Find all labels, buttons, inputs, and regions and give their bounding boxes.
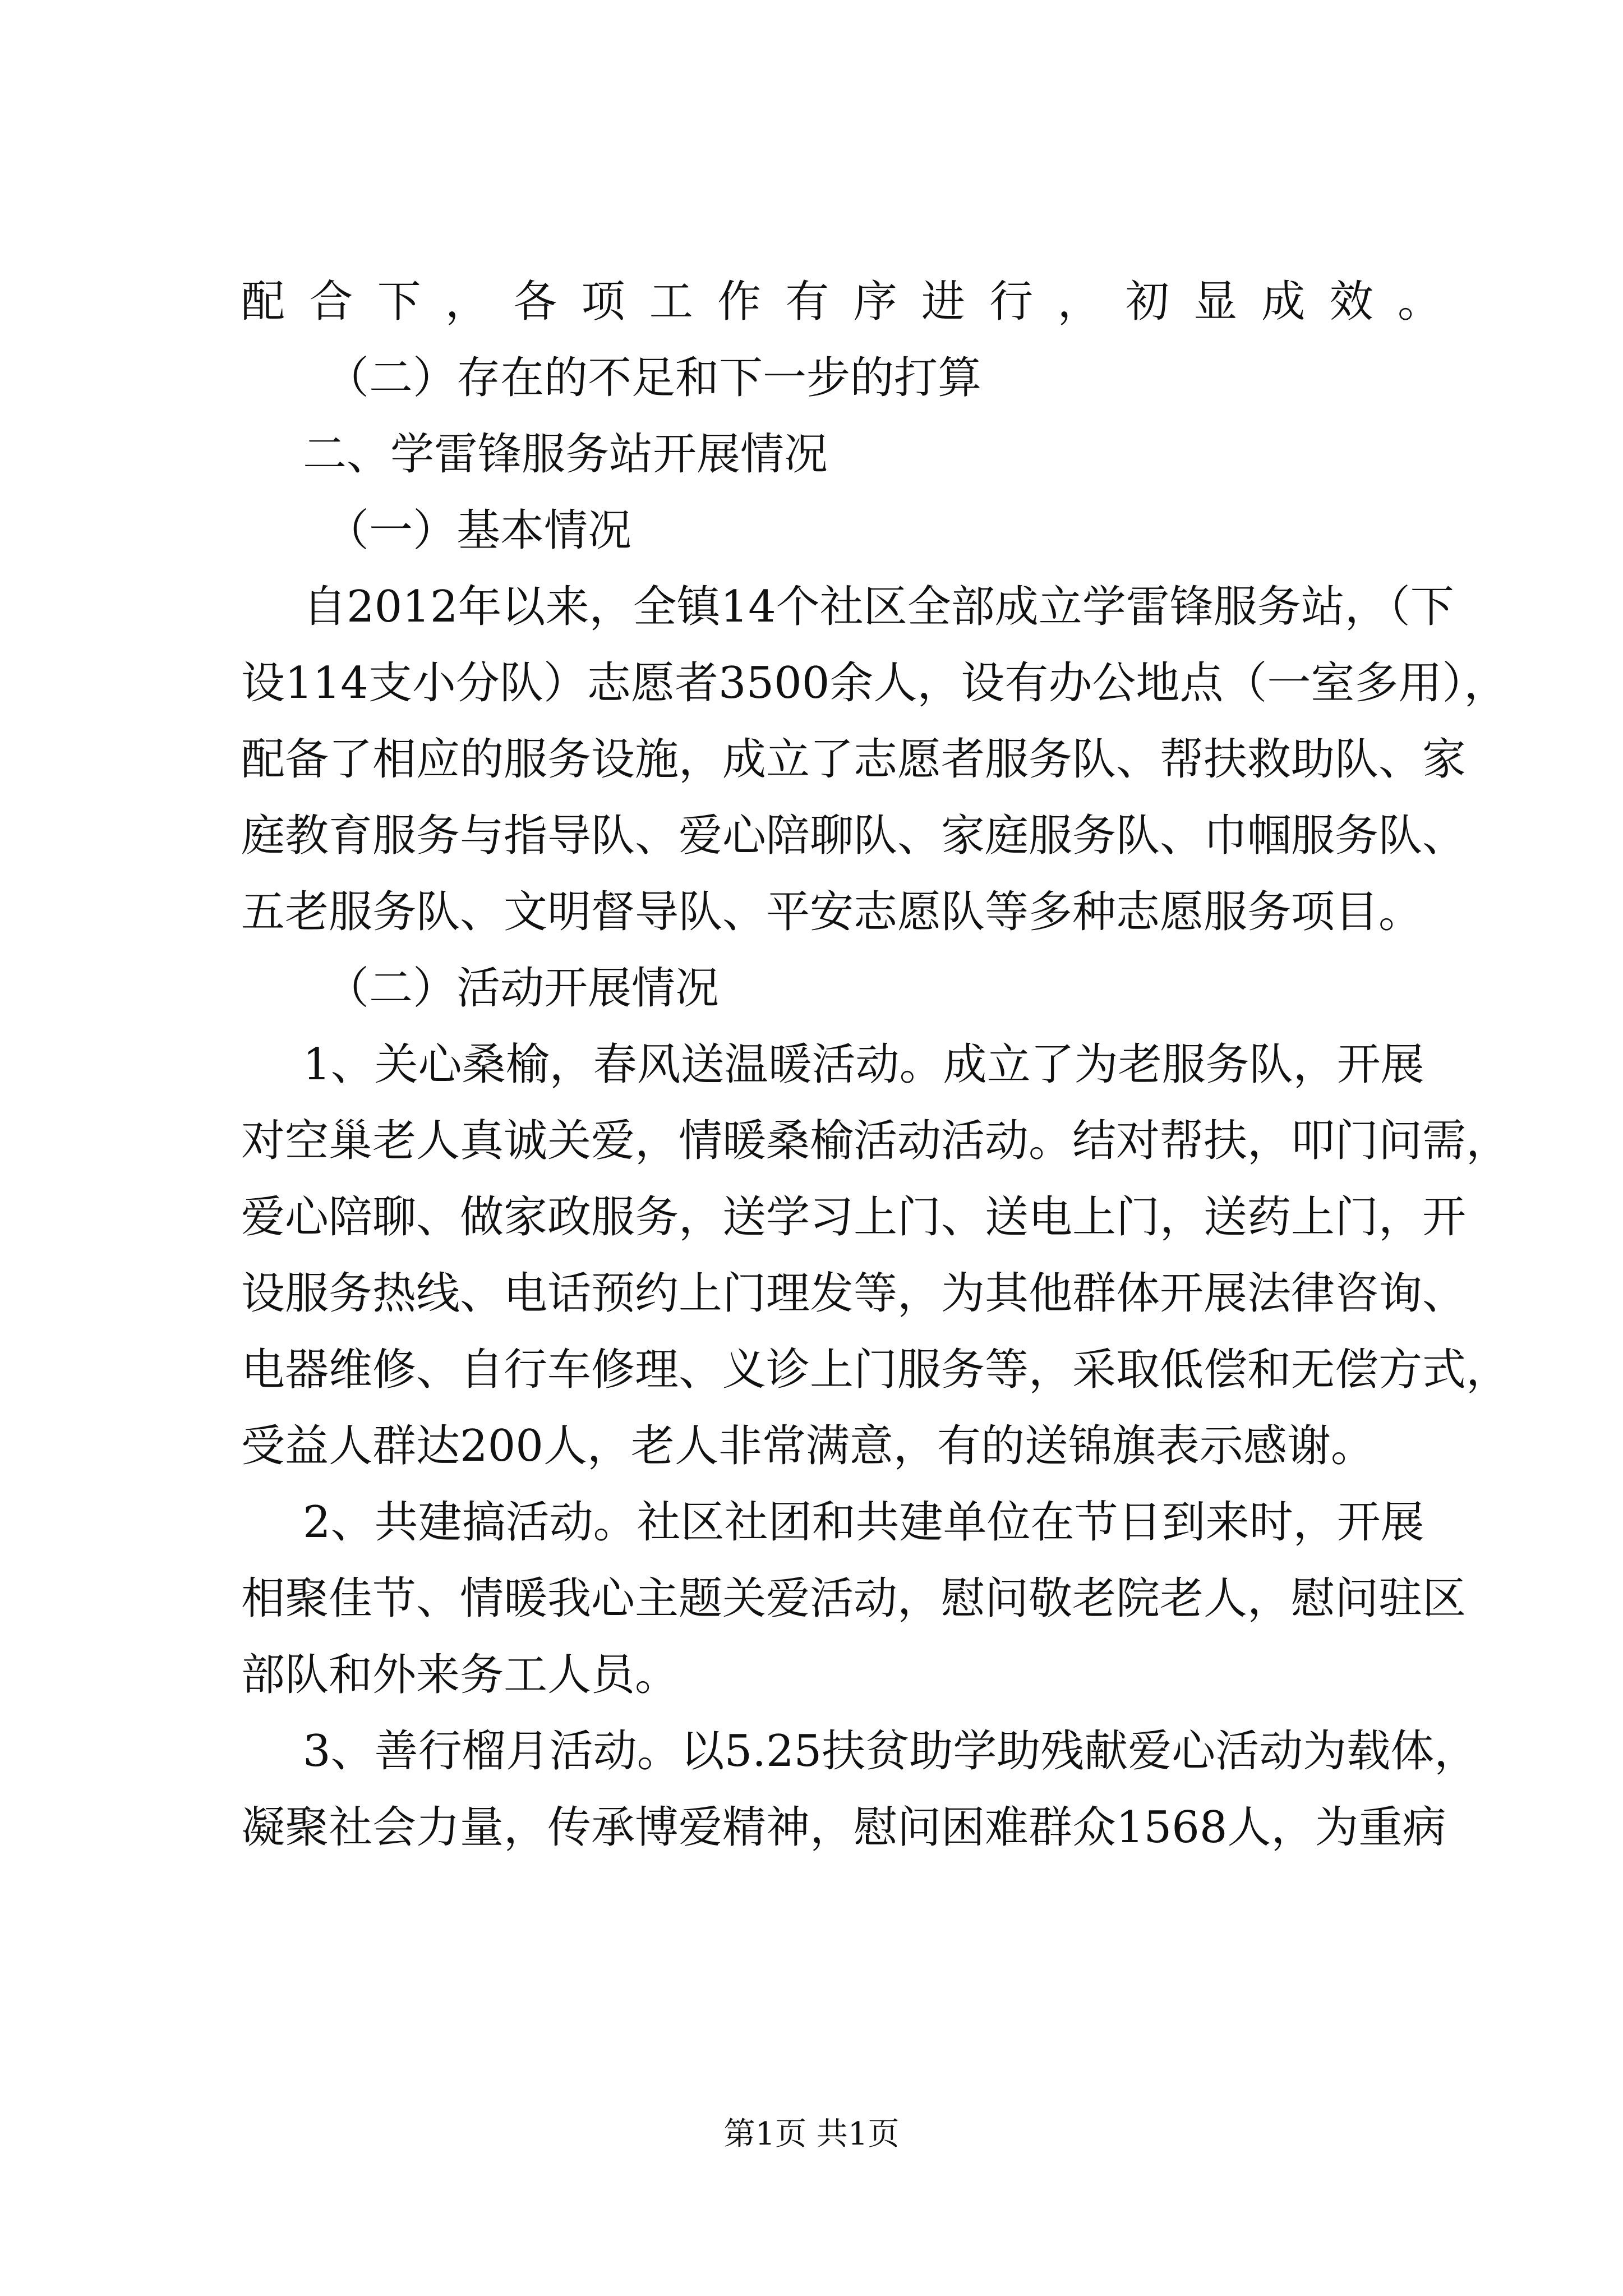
paragraph-line: 庭教育服务与指导队、爱心陪聊队、家庭服务队、巾帼服务队、 <box>241 811 1467 861</box>
paragraph-line: 设服务热线、电话预约上门理发等，为其他群体开展法律咨询、 <box>241 1268 1467 1319</box>
section-heading: （二）活动开展情况 <box>325 963 720 1014</box>
paragraph-line: 自2012年以来，全镇14个社区全部成立学雷锋服务站，（下 <box>303 582 1454 632</box>
paragraph-line: 爱心陪聊、做家政服务，送学习上门、送电上门，送药上门，开 <box>241 1192 1467 1243</box>
paragraph-line: 3、善行榴月活动。以5.25扶贫助学助残献爱心活动为载体， <box>303 1726 1478 1777</box>
paragraph-line: 受益人群达200人，老人非常满意，有的送锦旗表示感谢。 <box>241 1421 1375 1471</box>
paragraph-line: 配备了相应的服务设施，成立了志愿者服务队、帮扶救助队、家 <box>241 734 1467 785</box>
paragraph-line: 配合下，各项工作有序进行，初显成效。 <box>241 277 1441 327</box>
section-heading: （一）基本情况 <box>325 505 632 556</box>
paragraph-line: 五老服务队、文明督导队、平安志愿队等多种志愿服务项目。 <box>241 887 1423 937</box>
paragraph-line: 2、共建搞活动。社区社团和共建单位在节日到来时，开展 <box>303 1497 1424 1548</box>
page-number-label: 第1页 共1页 <box>723 2116 900 2152</box>
paragraph-line: 电器维修、自行车修理、义诊上门服务等，采取低偿和无偿方式， <box>241 1345 1510 1395</box>
paragraph-line: 1、关心桑榆，春风送温暖活动。成立了为老服务队，开展 <box>303 1039 1424 1090</box>
document-body <box>241 264 1510 1866</box>
paragraph-line: 部队和外来务工人员。 <box>241 1650 679 1700</box>
paragraph-line: 相聚佳节、情暖我心主题关爱活动，慰问敬老院老人，慰问驻区 <box>241 1573 1467 1624</box>
section-heading: （二）存在的不足和下一步的打算 <box>325 353 982 403</box>
paragraph-line: 对空巢老人真诚关爱，情暖桑榆活动活动。结对帮扶，叩门问需， <box>241 1116 1510 1166</box>
paragraph-line: 设114支小分队）志愿者3500余人，设有办公地点（一室多用）， <box>241 658 1508 708</box>
paragraph-line: 凝聚社会力量，传承博爱精神，慰问困难群众1568人，为重病 <box>241 1802 1446 1853</box>
section-heading: 二、学雷锋服务站开展情况 <box>303 429 828 480</box>
page-footer <box>0 2115 1623 2154</box>
